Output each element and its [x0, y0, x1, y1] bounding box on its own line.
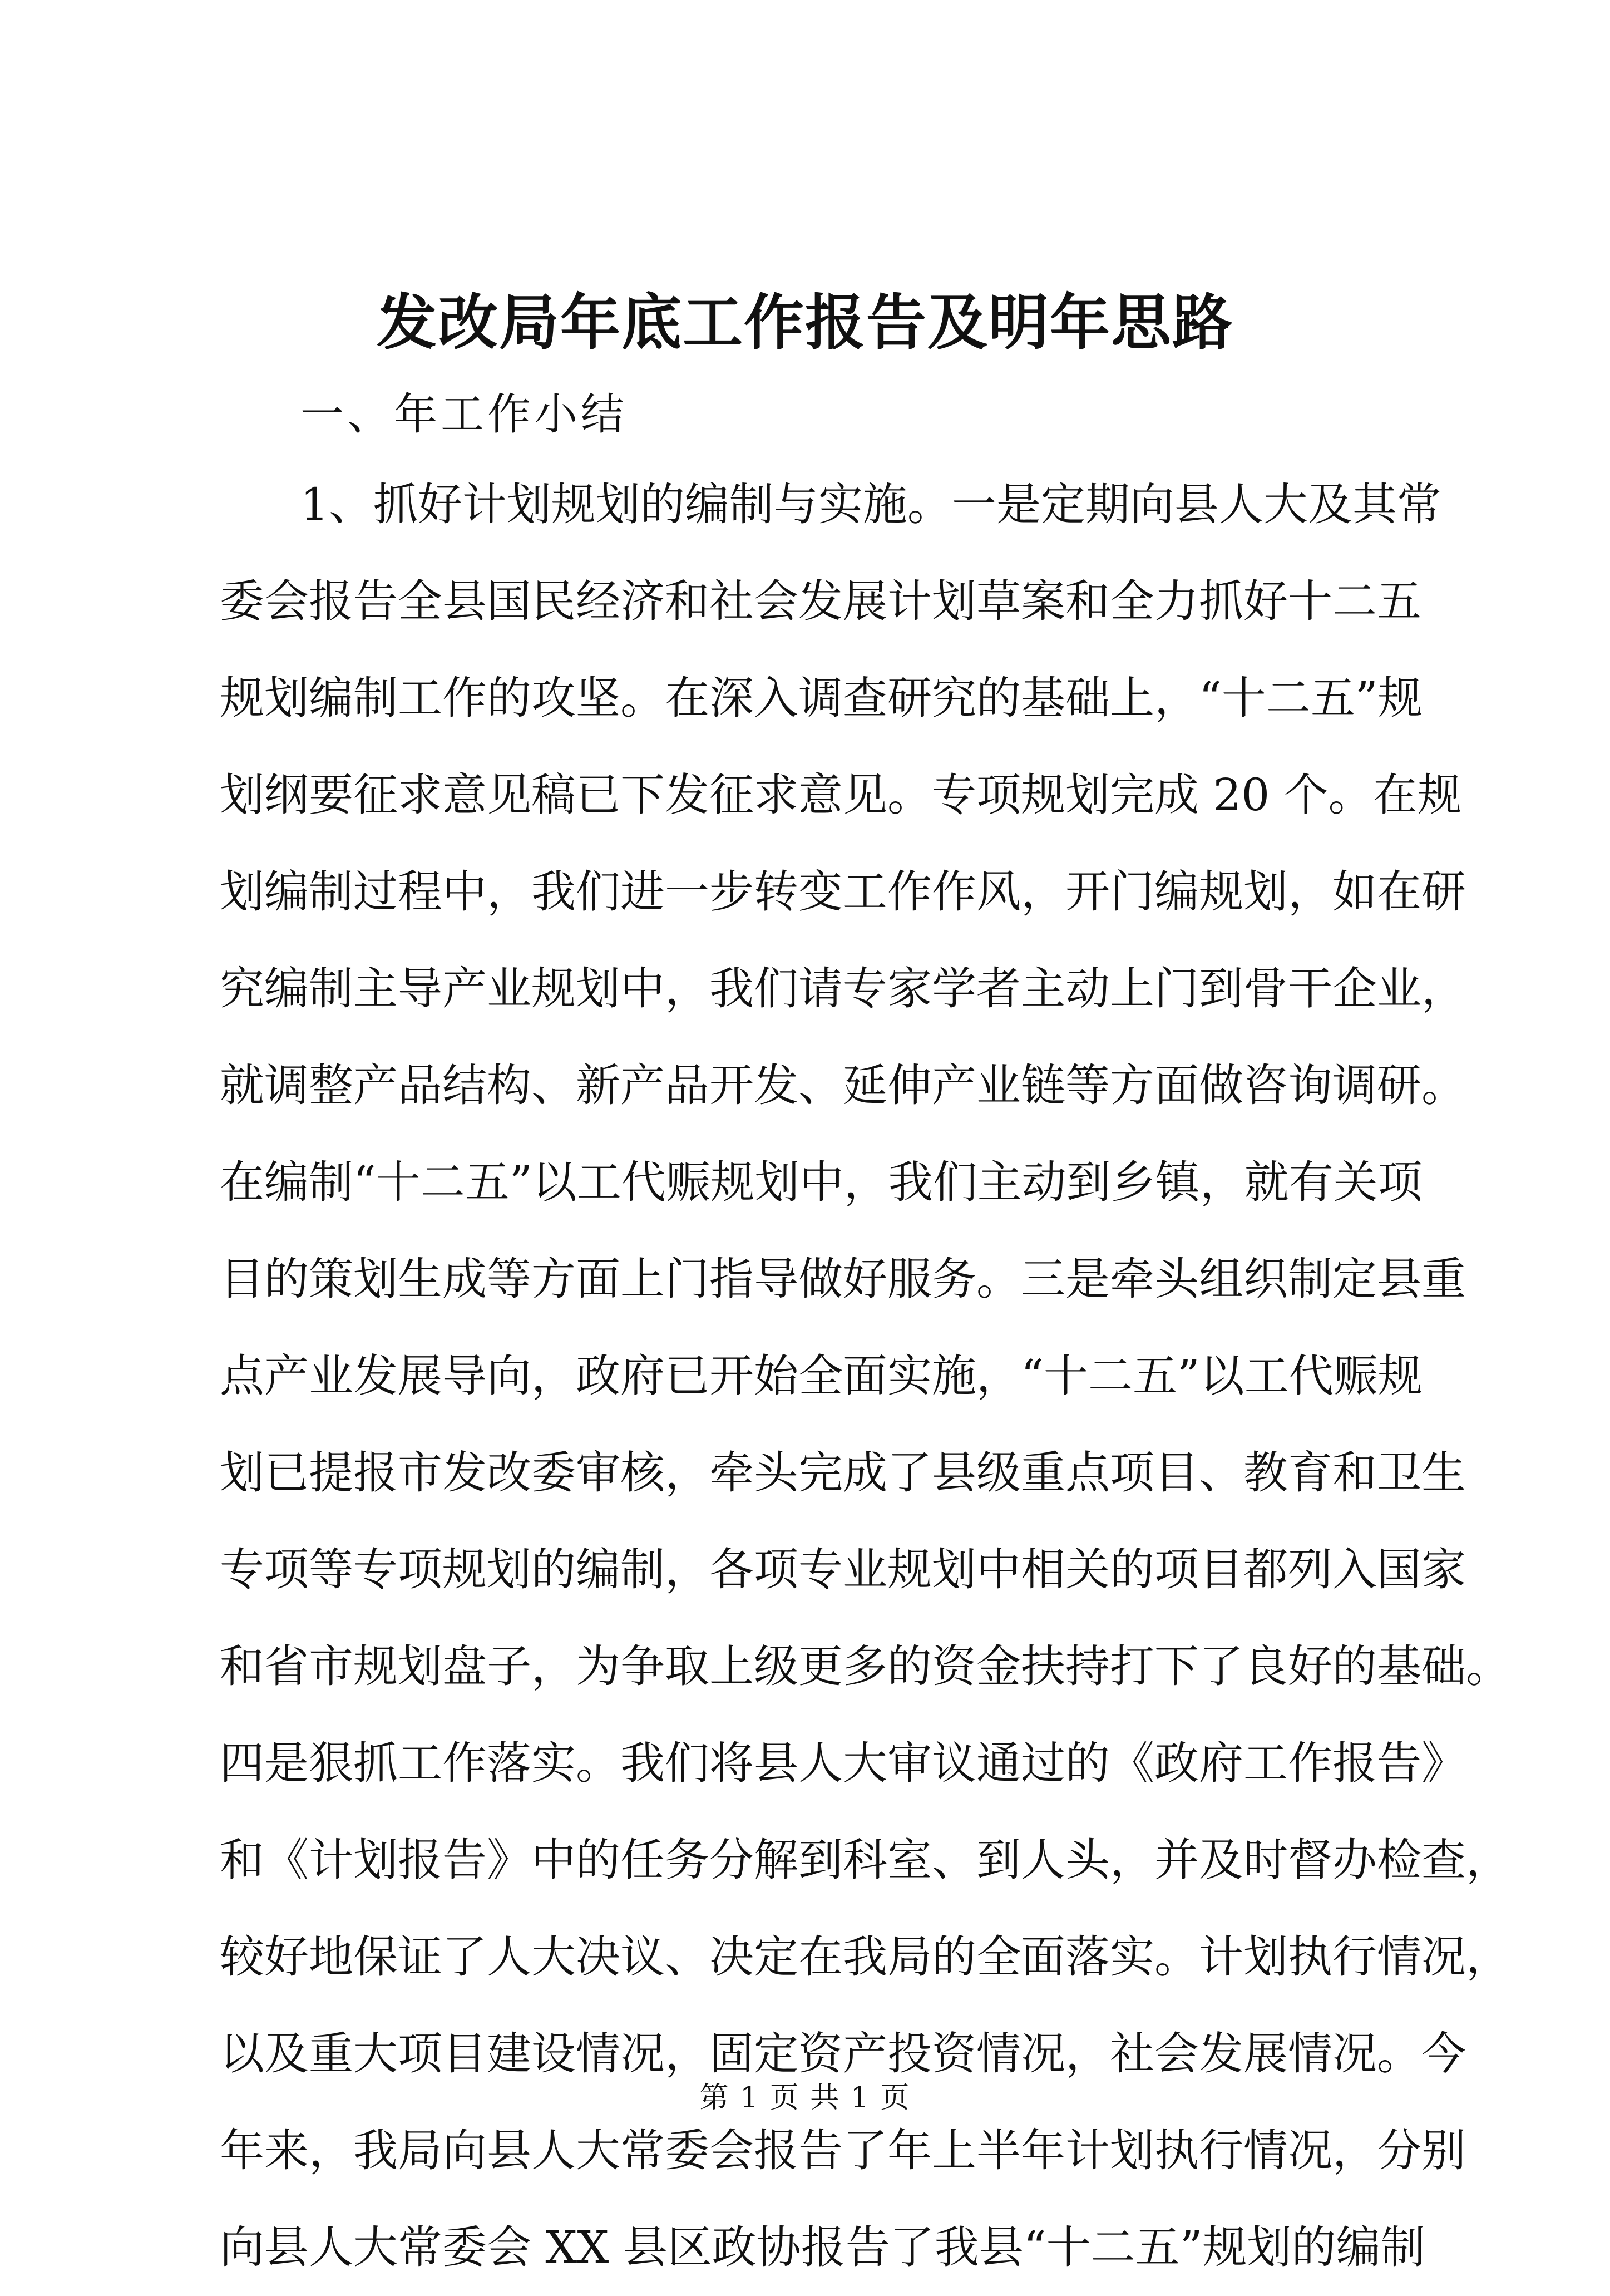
document-title: 发改局年底工作报告及明年思路 — [376, 288, 1233, 358]
paragraph-line: 点产业发展导向，政府已开始全面实施，“十二五”以工代赈规 — [220, 1350, 1423, 1402]
paragraph-line: 就调整产品结构、新产品开发、延伸产业链等方面做咨询调研。 — [220, 1060, 1466, 1111]
paragraph-line: 究编制主导产业规划中，我们请专家学者主动上门到骨干企业， — [220, 963, 1466, 1014]
section-heading: 一、年工作小结 — [300, 390, 628, 440]
paragraph-line: 向县人大常委会 XX 县区政协报告了我县“十二五”规划的编制 — [220, 2221, 1425, 2273]
paragraph-line: 划纲要征求意见稿已下发征求意见。专项规划完成 20 个。在规 — [220, 769, 1462, 821]
paragraph-line: 在编制“十二五”以工代赈规划中，我们主动到乡镇，就有关项 — [220, 1156, 1423, 1208]
paragraph-line: 划编制过程中，我们进一步转变工作作风，开门编规划，如在研 — [220, 866, 1466, 918]
paragraph-line: 四是狠抓工作落实。我们将县人大审议通过的《政府工作报告》 — [220, 1737, 1466, 1789]
body-paragraph — [220, 456, 1510, 2296]
paragraph-line: 和《计划报告》中的任务分解到科室、到人头，并及时督办检查， — [220, 1834, 1510, 1886]
paragraph-line: 较好地保证了人大决议、决定在我局的全面落实。计划执行情况， — [220, 1931, 1510, 1983]
page-footer: 第 1 页 共 1 页 — [699, 2081, 911, 2115]
paragraph-line: 划已提报市发改委审核，牵头完成了县级重点项目、教育和卫生 — [220, 1447, 1466, 1499]
paragraph-line: 规划编制工作的攻坚。在深入调查研究的基础上，“十二五”规 — [220, 672, 1423, 724]
paragraph-line: 和省市规划盘子，为争取上级更多的资金扶持打下了良好的基础。 — [220, 1640, 1510, 1692]
paragraph-line: 目的策划生成等方面上门指导做好服务。三是牵头组织制定县重 — [220, 1253, 1466, 1305]
paragraph-line: 委会报告全县国民经济和社会发展计划草案和全力抓好十二五 — [220, 575, 1421, 627]
paragraph-line: 年来，我局向县人大常委会报告了年上半年计划执行情况，分别 — [220, 2125, 1466, 2176]
paragraph-line: 专项等专项规划的编制，各项专业规划中相关的项目都列入国家 — [220, 1544, 1466, 1595]
paragraph-line: 1、抓好计划规划的编制与实施。一是定期向县人大及其常 — [300, 479, 1441, 530]
paragraph-line: 以及重大项目建设情况，固定资产投资情况，社会发展情况。今 — [220, 2028, 1466, 2080]
